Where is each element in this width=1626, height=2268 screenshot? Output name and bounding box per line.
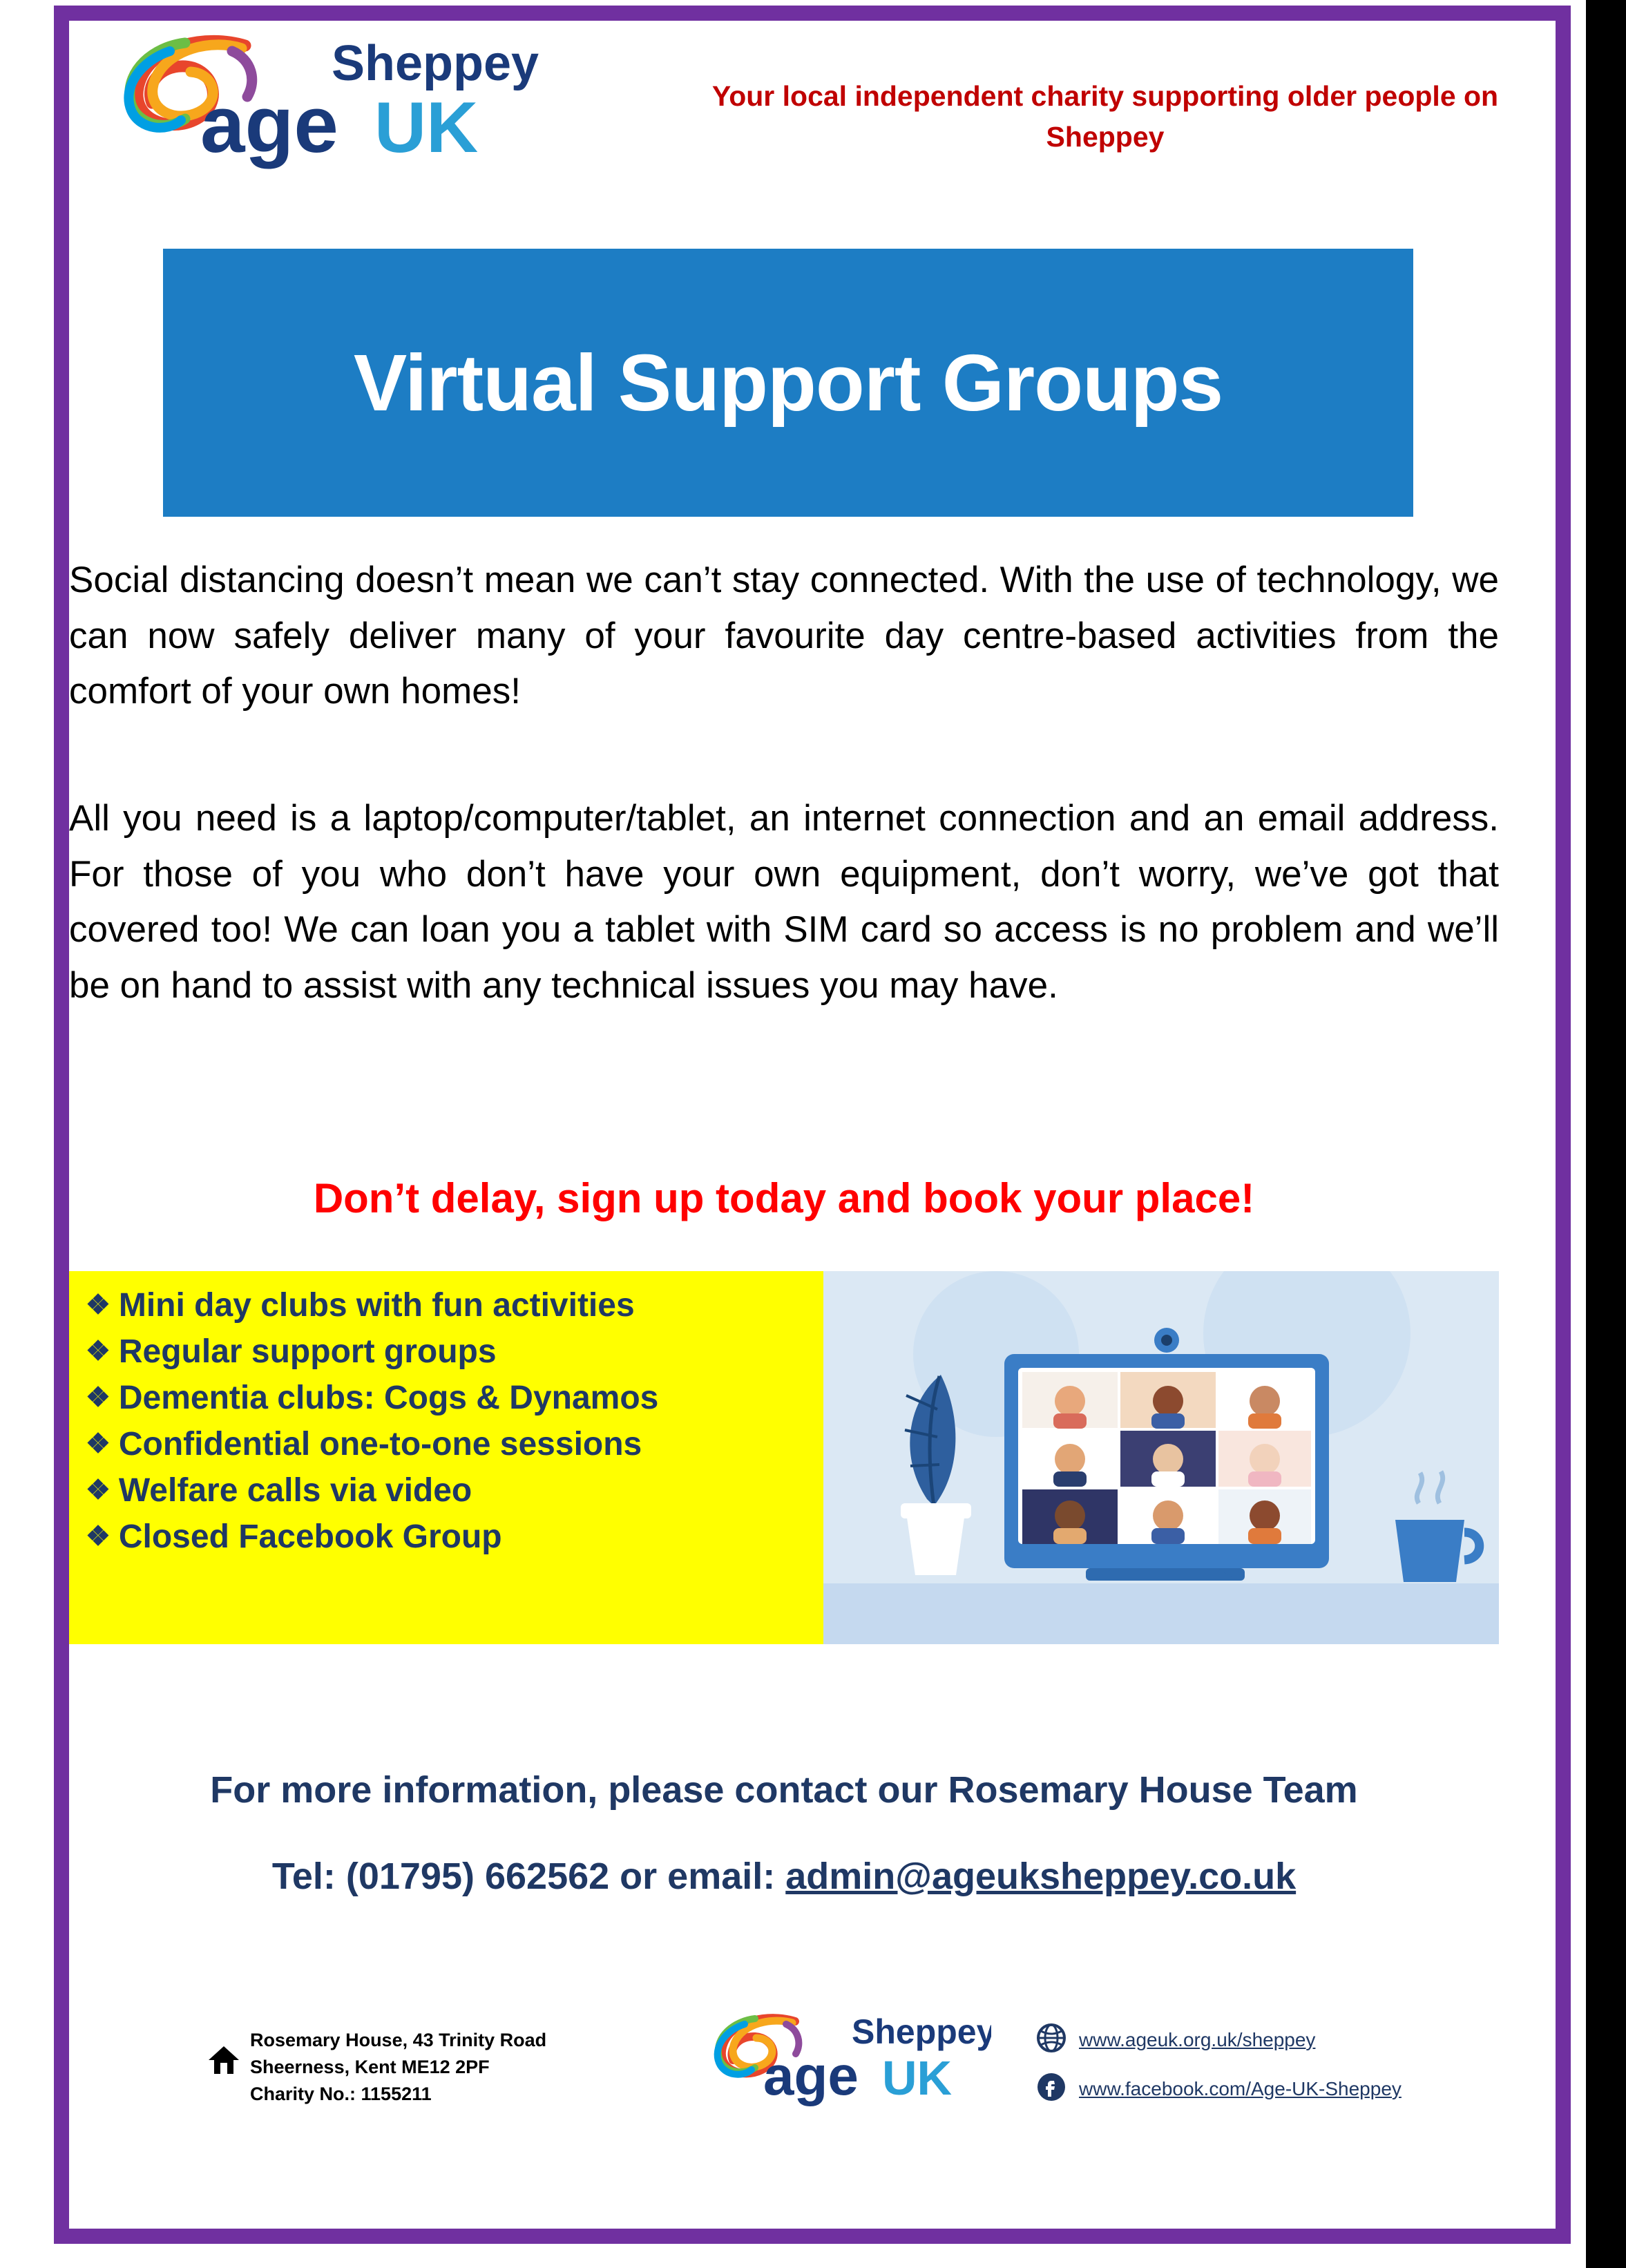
globe-icon: [1036, 2023, 1067, 2057]
call-to-action-text: Don’t delay, sign up today and book your place!: [313, 1175, 1255, 1221]
diamond-bullet-icon: ❖: [86, 1429, 111, 1459]
svg-text:age: age: [763, 2045, 859, 2106]
address-line-1: Rosemary House, 43 Trinity Road: [250, 2030, 547, 2050]
list-item-label: Mini day clubs with fun activities: [118, 1287, 635, 1324]
banner-virtual-support-groups: [163, 249, 1413, 517]
contact-heading: For more information, please contact our Rosemary House Team: [210, 1769, 1358, 1811]
logo-svg: [104, 30, 546, 189]
poster-header: [69, 21, 1556, 214]
participant-grid: [1022, 1372, 1311, 1544]
list-item-label: Welfare calls via video: [118, 1472, 472, 1509]
address-line-3: Charity No.: 1155211: [250, 2084, 432, 2105]
address-line-2: Sheerness, Kent ME12 2PF: [250, 2057, 490, 2078]
contact-tel-label: Tel: (01795) 662562 or email:: [271, 1856, 786, 1897]
diamond-bullet-icon: ❖: [86, 1336, 111, 1366]
list-item: [86, 1428, 823, 1461]
poster-footer: [69, 2010, 1499, 2169]
list-item: [86, 1382, 823, 1415]
charity-tagline: Your local independent charity supporting older people on Sheppey: [711, 80, 1499, 153]
svg-text:UK: UK: [374, 88, 479, 168]
diamond-bullet-icon: ❖: [86, 1290, 111, 1320]
diamond-bullet-icon: ❖: [86, 1521, 111, 1552]
list-item-label: Closed Facebook Group: [118, 1518, 502, 1555]
diamond-bullet-icon: ❖: [86, 1475, 111, 1505]
footer-age-uk-sheppey-logo: [701, 2010, 991, 2121]
list-item-label: Confidential one-to-one sessions: [118, 1426, 642, 1462]
paragraph-intro: Social distancing doesn’t mean we can’t stay connected. With the use of technology, we can now safely deliver many of your favourite day centre-based activities from the comfort of your own homes!: [69, 560, 1499, 712]
list-item: [86, 1518, 823, 1555]
svg-text:UK: UK: [882, 2051, 953, 2105]
website-link-row[interactable]: [1036, 2023, 1402, 2057]
poster-content: [69, 21, 1556, 2229]
page-edge-shadow: [1586, 0, 1626, 2268]
contact-email-link[interactable]: admin@ageuksheppey.co.uk: [785, 1856, 1297, 1897]
facebook-link-row[interactable]: [1036, 2072, 1402, 2106]
svg-text:Sheppey: Sheppey: [852, 2012, 991, 2051]
list-item: [86, 1289, 823, 1322]
footer-address: [250, 2027, 546, 2108]
paragraph-requirements: All you need is a laptop/computer/tablet, an internet connection and an email address. For those of you who don’t have your own equipment, don’t worry, we’ve got that covered too! We can loan you a tablet with SIM card so access is no problem and we’ll be on hand to assist with any technical issues you may have.: [69, 798, 1499, 1006]
video-call-illustration: [823, 1271, 1499, 1644]
website-link[interactable]: www.ageuk.org.uk/sheppey: [1079, 2028, 1316, 2050]
list-item-label: Regular support groups: [118, 1333, 497, 1370]
list-item-label: Dementia clubs: Cogs & Dynamos: [118, 1380, 659, 1416]
services-bullet-list: [69, 1271, 823, 1644]
footer-links: [1036, 2023, 1402, 2121]
age-uk-sheppey-logo: [104, 30, 546, 189]
banner-title: Virtual Support Groups: [353, 338, 1223, 428]
list-item: [86, 1335, 823, 1369]
list-item: [86, 1474, 823, 1507]
diamond-bullet-icon: ❖: [86, 1382, 111, 1413]
features-row: [69, 1271, 1499, 1644]
illustration-svg: [823, 1271, 1499, 1644]
home-icon: [207, 2043, 240, 2077]
contact-details: [69, 1855, 1499, 1898]
facebook-link[interactable]: www.facebook.com/Age-UK-Sheppey: [1079, 2077, 1402, 2099]
svg-text:Sheppey: Sheppey: [332, 36, 539, 91]
svg-text:age: age: [200, 79, 338, 169]
facebook-icon: [1036, 2072, 1067, 2106]
